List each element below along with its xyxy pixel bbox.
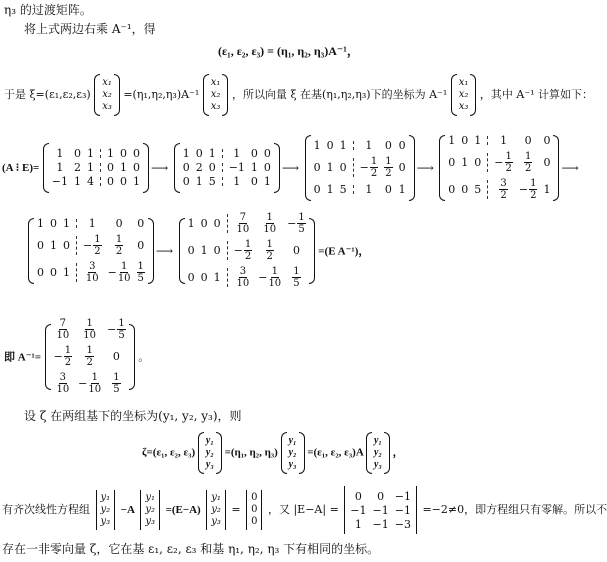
vector-entry: x₂ [102, 89, 112, 100]
augment-divider [100, 149, 101, 158]
text-line-3 [4, 74, 593, 116]
arrow-icon: ⟶ [416, 160, 434, 175]
matrix-cell: 1 [233, 175, 241, 188]
equation-2 [142, 432, 404, 474]
vector-entry: y₃ [211, 516, 221, 527]
matrix-cell: 1 [326, 183, 334, 196]
augment-divider [353, 185, 354, 194]
matrix-cell: − $\frac{1}{5}$ [287, 212, 305, 235]
matrix-cell: $\frac{3}{2}$ [500, 178, 507, 201]
matrix-cell: 1 [313, 139, 321, 152]
augment-divider [76, 236, 77, 255]
matrix-cell: − $\frac{1}{2}$ [233, 239, 252, 262]
matrix-cell: 0 [195, 147, 203, 160]
matrix-cell: 1 [326, 161, 334, 174]
matrix-cell: 0 [106, 175, 114, 188]
matrix-cell: 1 [354, 517, 362, 531]
arrow-icon: ⟶ [150, 160, 169, 175]
matrix-cell: 0 [339, 161, 347, 174]
augment-divider [487, 180, 488, 199]
augment-divider [227, 268, 228, 287]
vector-entry: x₁ [210, 77, 221, 88]
equation-1: (ε₁, ε₂, ε₃) = (η₁, η₂, η₃)A⁻¹， [218, 44, 359, 58]
matrix-row-1 [2, 134, 581, 201]
y-vector-col [143, 492, 157, 528]
augment-divider [100, 163, 101, 172]
inverse-block [4, 318, 149, 395]
augment-divider [222, 149, 223, 158]
matrix-cell: − $\frac{1}{2}$ [518, 178, 537, 201]
line5-c: =(E−A) [165, 504, 201, 516]
matrix-cell: 0 [448, 183, 456, 196]
matrix-cell: 0 [200, 271, 208, 284]
vector-entry: x₁ [458, 77, 469, 88]
matrix-cell: 0 [263, 161, 271, 174]
matrix-cell: 0 [106, 161, 114, 174]
vector-entry: x₂ [210, 89, 221, 100]
inverse-matrix [45, 318, 135, 395]
matrix-cell: − $\frac{1}{2}$ [494, 151, 512, 174]
matrix-cell: $\frac{1}{5}$ [293, 266, 300, 289]
augment-divider [353, 158, 354, 177]
matrix-cell: $\frac{7}{10}$ [56, 318, 70, 341]
arrow-icon: ⟶ [155, 243, 174, 258]
matrix-cell: $\frac{3}{10}$ [56, 372, 70, 395]
vector-entry: x₂ [458, 89, 469, 100]
line5-d: = [231, 503, 241, 516]
eq2-a: ζ=(ε₁, ε₂, ε₃) [142, 446, 196, 459]
text-line-6: 存在一非零向量 ζ，它在基 ε₁, ε₂, ε₃ 和基 η₁, η₂, η₃ 下有相同的坐标。 [2, 542, 380, 556]
line3-mid2: ，所以向量 ξ 在基(η₁,η₂,η₃)下的坐标为 A⁻¹ [231, 88, 448, 101]
vector-entry: y₁ [100, 492, 111, 503]
y-vector-col [204, 435, 216, 471]
augment-divider [222, 177, 223, 186]
matrix-cell: 1 [461, 156, 469, 169]
matrix-cell: 0 [543, 134, 551, 147]
matrix-cell: 1 [365, 139, 373, 152]
matrix-cell: 0 [292, 244, 300, 257]
matrix-cell: 0 [50, 266, 57, 279]
matrix-cell: 1 [88, 217, 96, 230]
matrix-cell: −1 [394, 503, 411, 517]
matrix-cell: 0 [112, 350, 120, 363]
matrix-cell: 1 [63, 266, 70, 279]
vector-entry: x₃ [458, 101, 469, 112]
text-line-4: 设 ζ 在两组基下的坐标为(y₁, y₂, y₃)，则 [24, 409, 242, 423]
zero-vector-col [249, 492, 259, 528]
matrix-cell: 0 [132, 147, 140, 160]
matrix-cell: 1 [200, 244, 208, 257]
matrix-cell: 1 [250, 161, 258, 174]
matrix-cell: $\frac{7}{10}$ [236, 212, 250, 235]
matrix-cell: 1 [86, 161, 94, 174]
text-line-5 [2, 486, 607, 534]
matrix-cell: 1 [50, 239, 57, 252]
matrix-cell: 1 [106, 147, 114, 160]
matrix-cell: 0 [543, 156, 551, 169]
augment-divider [76, 263, 77, 282]
y-vector-col [99, 492, 113, 528]
augment-divider [227, 214, 228, 233]
arrow-icon: ⟶ [281, 160, 300, 175]
line5-a: 有齐次线性方程组 [2, 503, 90, 516]
line3-mid1: =(η₁,η₂,η₃)A⁻¹ [123, 88, 200, 101]
text-line-1: η₃ 的过渡矩阵。 [4, 3, 92, 17]
matrix-cell: $\frac{1}{2}$ [266, 239, 273, 262]
matrix-cell: 1 [56, 161, 64, 174]
matrix-1 [174, 147, 280, 188]
matrix-cell: 5 [339, 183, 347, 196]
determinant [342, 489, 419, 531]
matrix-cell: 0 [384, 183, 392, 196]
matrix-cell: 0 [461, 183, 469, 196]
matrix-cell: 0 [37, 239, 44, 252]
vector-entry: y₂ [145, 504, 156, 515]
x-vector-col [457, 77, 471, 113]
matrix-row-2 [28, 212, 369, 289]
matrix-cell: 1 [398, 183, 406, 196]
matrix-cell: 1 [208, 147, 216, 160]
matrix-cell: 0 [398, 161, 406, 174]
matrix-cell: −1 [372, 503, 389, 517]
matrix-cell: 1 [119, 161, 127, 174]
matrix-cell: 0 [377, 489, 385, 503]
matrix-cell: 1 [365, 183, 373, 196]
matrix-cell: − $\frac{1}{10}$ [78, 372, 102, 395]
line5-e: ，又 |E−A| = [267, 503, 339, 516]
matrix-cell: 0 [200, 217, 208, 230]
matrix-cell: $\frac{3}{10}$ [85, 261, 99, 284]
augment-divider [222, 163, 223, 172]
matrix-cell: 0 [384, 139, 392, 152]
x-vector-3 [451, 74, 477, 116]
matrix-cell: − $\frac{1}{2}$ [53, 345, 72, 368]
matrix-cell: 1 [195, 175, 203, 188]
matrix-2 [305, 139, 415, 196]
matrix-cell: 0 [137, 217, 145, 230]
vector-entry: y₂ [373, 447, 382, 458]
eq2-c: =(ε₁, ε₂, ε₃)A [307, 446, 364, 459]
x-vector-col [100, 77, 114, 113]
matrix-cell: 0 [182, 161, 190, 174]
vector-entry: y₁ [205, 435, 214, 446]
matrix-cell: 0 [313, 161, 321, 174]
matrix-cell: −1 [350, 503, 367, 517]
matrix-cell: 2 [73, 161, 81, 174]
vector-entry: x₃ [210, 101, 221, 112]
matrix-cell: 0 [326, 139, 334, 152]
matrix-cell: − $\frac{1}{10}$ [258, 266, 282, 289]
matrix-cell: $\frac{1}{2}$ [115, 234, 123, 257]
matrix-cell: $\frac{1}{5}$ [113, 372, 120, 395]
vector-entry: y₃ [288, 459, 297, 470]
arrow-icon: ⟶ [561, 160, 579, 175]
matrix-cell: 1 [63, 217, 70, 230]
y-vector-col [209, 492, 223, 528]
line3-prefix: 于是 ξ=(ε₁,ε₂,ε₃) [4, 88, 91, 101]
matrix-cell: 0 [187, 244, 195, 257]
matrix-cell: 1 [86, 147, 94, 160]
matrix-cell: − $\frac{1}{2}$ [83, 234, 101, 257]
vector-entry: y₁ [145, 492, 156, 503]
augment-divider [487, 136, 488, 145]
vector-entry: y₁ [211, 492, 221, 503]
matrix-cell: 0 [73, 147, 81, 160]
vector-entry: y₂ [211, 504, 221, 515]
matrix-cell: 1 [132, 175, 140, 188]
y-vector-col [372, 435, 384, 471]
vector-entry: y₃ [145, 516, 156, 527]
matrix-cell: 2 [195, 161, 203, 174]
matrix-cell: 0 [213, 244, 221, 257]
matrix-cell: −1 [394, 489, 411, 503]
matrix-cell: 1 [543, 183, 551, 196]
text-line-2: 将上式两边右乘 A⁻¹，得 [24, 22, 156, 36]
matrix-cell: 1 [263, 175, 271, 188]
vector-entry: y₂ [205, 447, 214, 458]
matrix-cell: 0 [63, 239, 70, 252]
vector-entry: y₃ [100, 516, 111, 527]
augment-divider [487, 153, 488, 172]
matrix-cell: −3 [394, 517, 411, 531]
matrix-cell: 0 [250, 147, 258, 160]
matrix-cell: 0 [208, 161, 216, 174]
matrix-cell: 0 [50, 217, 57, 230]
matrix-cell: 0 [182, 175, 190, 188]
matrix-cell: 0 [461, 134, 469, 147]
vector-entry: y₂ [288, 447, 297, 458]
line5-f: =−2≠0，即方程组只有零解。所以不 [422, 503, 607, 516]
matrix-cell: − $\frac{1}{2}$ [359, 156, 378, 179]
line3-suffix: ，其中 A⁻¹ 计算如下： [479, 88, 594, 101]
matrix-cell: 1 [213, 271, 221, 284]
matrix-cell: − $\frac{1}{10}$ [107, 261, 131, 284]
matrix-cell: 1 [448, 134, 456, 147]
matrix-cell: 4 [86, 175, 94, 188]
matrix-cell: 5 [474, 183, 482, 196]
m5-result: =(E A⁻¹)， [318, 245, 370, 258]
matrix-cell: 1 [73, 175, 81, 188]
matrix-cell: − $\frac{1}{5}$ [107, 318, 125, 341]
matrix-cell: −1 [51, 175, 68, 188]
matrix-cell: −1 [372, 517, 389, 531]
matrix-cell: 0 [524, 134, 532, 147]
matrix-cell: 0 [132, 161, 140, 174]
matrix-cell: 1 [37, 217, 44, 230]
matrix-cell: 0 [398, 139, 406, 152]
matrix-cell: 1 [182, 147, 190, 160]
matrix-cell: 1 [233, 147, 241, 160]
matrix-cell: 0 [115, 217, 123, 230]
matrix-cell: $\frac{1}{2}$ [524, 151, 532, 174]
matrix-cell: 1 [339, 139, 347, 152]
augment-divider [100, 177, 101, 186]
augment-divider [227, 241, 228, 260]
matrix-cell: $\frac{1}{2}$ [385, 156, 392, 179]
vector-entry: y₂ [100, 504, 111, 515]
matrix-cell: 1 [56, 147, 64, 160]
eq2-end: ， [392, 446, 404, 459]
vector-entry: 0 [251, 492, 258, 503]
matrix-cell: 0 [250, 175, 258, 188]
vector-entry: y₁ [373, 435, 382, 446]
matrix-cell: 0 [474, 156, 482, 169]
matrix-cell: 1 [474, 134, 482, 147]
matrix-cell: −1 [228, 161, 245, 174]
matrix-cell: $\frac{1}{2}$ [86, 345, 93, 368]
vector-entry: y₃ [373, 459, 382, 470]
matrix-cell: 1 [187, 217, 195, 230]
matrix-cell: 0 [354, 489, 362, 503]
matrix-cell: 0 [37, 266, 44, 279]
vector-entry: x₃ [102, 101, 112, 112]
x-vector-2 [203, 74, 229, 116]
matrix-cell: 0 [137, 239, 145, 252]
matrix-cell: 0 [213, 217, 221, 230]
matrix-cell: 0 [448, 156, 456, 169]
vector-entry: x₁ [102, 77, 112, 88]
matrix-cell: 1 [500, 134, 508, 147]
augment-divider [353, 141, 354, 150]
matrix-cell: 0 [119, 147, 127, 160]
ae-label: (A ⁝ E)= [2, 162, 40, 174]
matrix-3 [439, 134, 559, 201]
x-vector-1 [94, 74, 120, 116]
y-vector-col [287, 435, 299, 471]
x-vector-col [209, 77, 223, 113]
inverse-end: 。 [138, 350, 150, 364]
inverse-label: 即 A⁻¹= [4, 351, 42, 364]
matrix-cell: 0 [313, 183, 321, 196]
matrix-cell: 0 [263, 147, 271, 160]
matrix-cell: $\frac{1}{5}$ [137, 261, 144, 284]
matrix-cell: 0 [187, 271, 195, 284]
vector-entry: y₃ [205, 459, 214, 470]
line5-b: −A [120, 504, 135, 516]
matrix-cell: 0 [119, 175, 127, 188]
vector-entry: y₁ [288, 435, 297, 446]
matrix-cell: $\frac{3}{10}$ [236, 266, 250, 289]
augment-divider [76, 219, 77, 228]
matrix-0 [43, 147, 149, 188]
matrix-5 [179, 212, 315, 289]
matrix-4 [28, 217, 154, 284]
vector-entry: 0 [251, 504, 258, 515]
matrix-cell: 5 [208, 175, 216, 188]
eq2-b: =(η₁, η₂, η₃) [224, 446, 278, 459]
matrix-cell: $\frac{1}{10}$ [83, 318, 97, 341]
vector-entry: 0 [251, 516, 258, 527]
matrix-cell: $\frac{1}{10}$ [263, 212, 277, 235]
